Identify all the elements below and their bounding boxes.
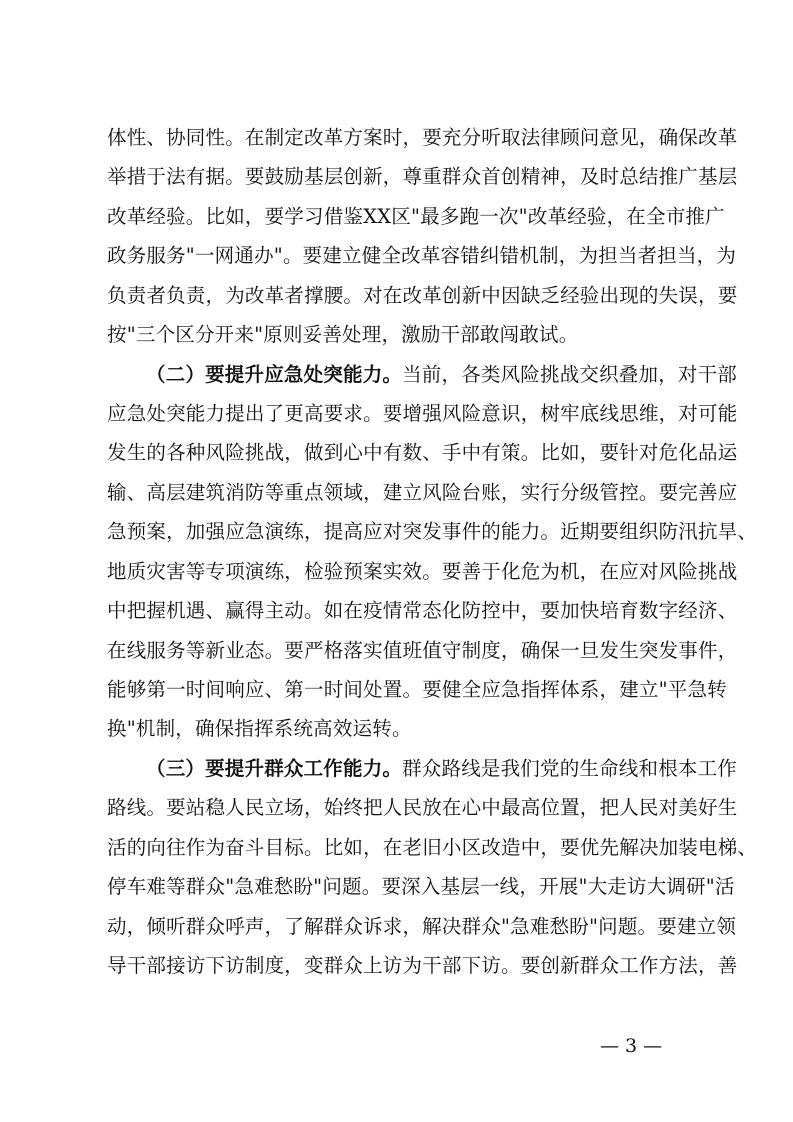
text-line: 停车难等群众"急难愁盼"问题。要深入基层一线，开展"大走访大调研"活 bbox=[107, 875, 735, 899]
text-line: 政务服务"一网通办"。要建立健全改革容错纠错机制，为担当者担当，为 bbox=[107, 244, 737, 268]
text-line: 动，倾听群众呼声，了解群众诉求，解决群众"急难愁盼"问题。要建立领 bbox=[107, 914, 737, 938]
paragraph-3-first-line bbox=[146, 749, 738, 789]
text-span: 群众路线是我们党的生命线和根本工作 bbox=[402, 756, 738, 780]
text-line: 中把握机遇、赢得主动。如在疫情常态化防控中，要加快培育数字经济、 bbox=[107, 599, 738, 623]
text-line: 按"三个区分开来"原则妥善处理，激励干部敢闯敢试。 bbox=[107, 323, 579, 347]
text-line: 急预案，加强应急演练，提高应对突发事件的能力。近期要组织防汛抗旱、 bbox=[107, 520, 758, 544]
text-line: 路线。要站稳人民立场，始终把人民放在心中最高位置，把人民对美好生 bbox=[107, 796, 738, 820]
text-line: 活的向往作为奋斗目标。比如，在老旧小区改造中，要优先解决加装电梯、 bbox=[107, 835, 758, 859]
text-line: 在线服务等新业态。要严格落实值班值守制度，确保一旦发生突发事件， bbox=[107, 638, 738, 662]
text-line: 输、高层建筑消防等重点领域，建立风险台账，实行分级管控。要完善应 bbox=[107, 480, 738, 504]
text-line: 导干部接访下访制度，变群众上访为干部下访。要创新群众工作方法，善 bbox=[107, 954, 738, 977]
text-line: 体性、协同性。在制定改革方案时，要充分听取法律顾问意见，确保改革 bbox=[107, 126, 738, 149]
section-heading-3: （三）要提升群众工作能力。 bbox=[146, 756, 403, 780]
text-line: 改革经验。比如，要学习借鉴XX区"最多跑一次"改革经验，在全市推广 bbox=[107, 204, 725, 228]
section-heading-2: （二）要提升应急处突能力。 bbox=[146, 362, 403, 386]
text-span: 当前，各类风险挑战交织叠加，对干部 bbox=[402, 362, 738, 386]
page-number: — 3 — bbox=[600, 1035, 663, 1057]
text-line: 换"机制，确保指挥系统高效运转。 bbox=[107, 717, 412, 741]
text-line: 负责者负责，为改革者撑腰。对在改革创新中因缺乏经验出现的失误，要 bbox=[107, 283, 738, 307]
paragraph-2-first-line bbox=[146, 355, 738, 395]
text-line: 应急处突能力提出了更高要求。要增强风险意识，树牢底线思维，对可能 bbox=[107, 402, 738, 425]
text-line: 能够第一时间响应、第一时间处置。要健全应急指挥体系，建立"平急转 bbox=[107, 678, 727, 701]
text-line: 发生的各种风险挑战，做到心中有数、手中有策。比如，要针对危化品运 bbox=[107, 441, 738, 465]
text-line: 地质灾害等专项演练，检验预案实效。要善于化危为机，在应对风险挑战 bbox=[107, 559, 738, 583]
text-line: 举措于法有据。要鼓励基层创新，尊重群众首创精神，及时总结推广基层 bbox=[107, 165, 738, 189]
